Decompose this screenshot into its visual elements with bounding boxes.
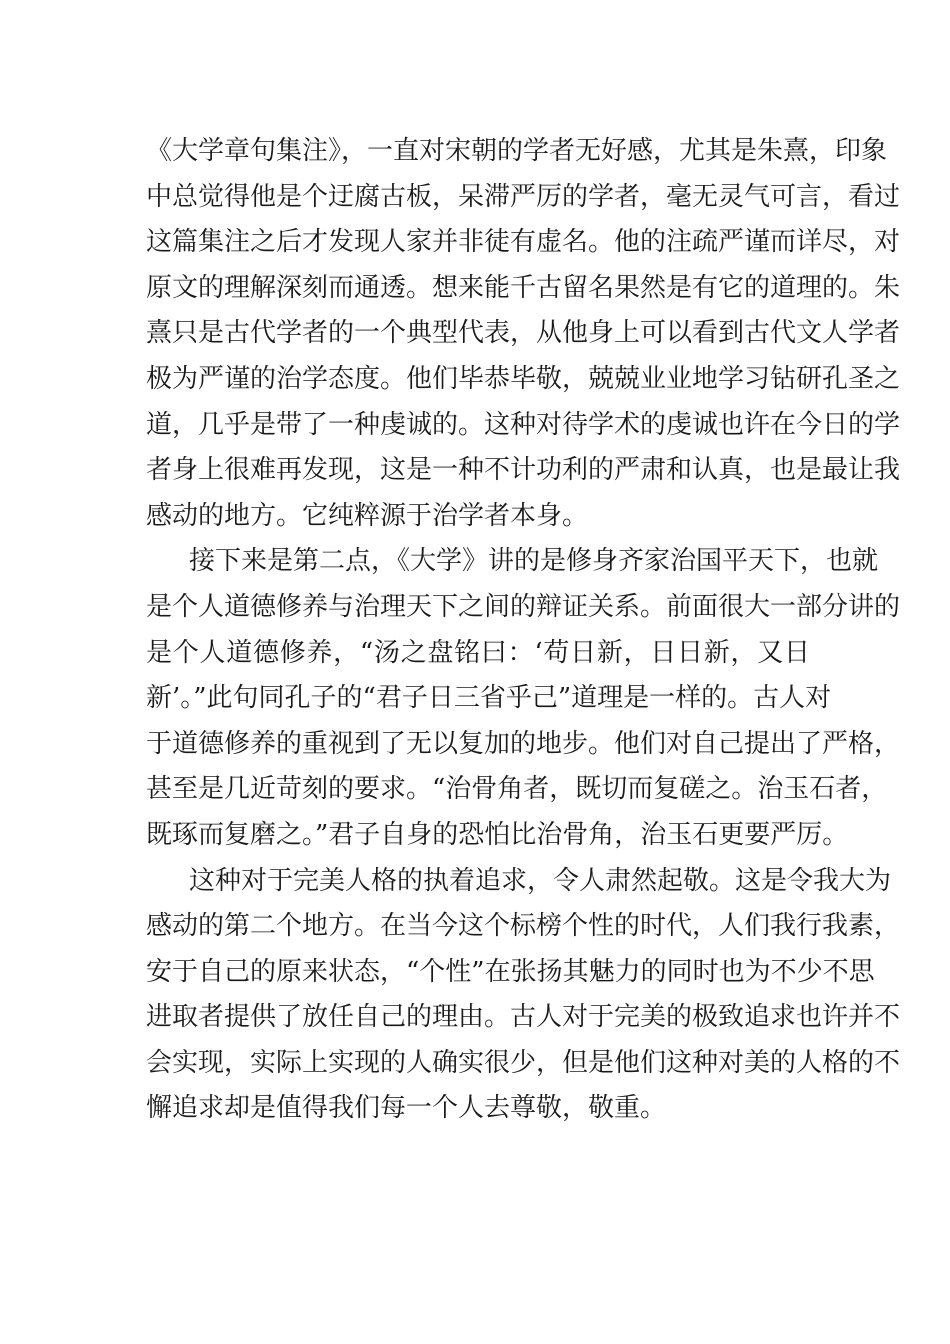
text-line: 原文的理解深刻而通透。想来能千古留名果然是有它的道理的。朱 [146,272,901,303]
body-text [146,129,901,1132]
text-line: 感动的地方。它纯粹源于治学者本身。 [146,500,589,531]
text-line: 是个人道德修养，“汤之盘铭曰：‘苟日新，日日新，又日 [146,637,810,668]
text-line: 《大学章句集注》，一直对宋朝的学者无好感，尤其是朱熹，印象 [146,136,888,166]
text-line: 是个人道德修养与治理天下之间的辩证关系。前面很大一部分讲的 [146,591,901,622]
text-line: 熹只是古代学者的一个典型代表，从他身上可以看到古代文人学者 [146,318,901,349]
text-line: 甚至是几近苛刻的要求。“治骨角者，既切而复磋之。治玉石者， [146,774,888,805]
text-line: 道，几乎是带了一种虔诚的。这种对待学术的虔诚也许在今日的学 [146,409,901,440]
text-line: 既琢而复磨之。”君子自身的恐怕比治骨角，治玉石更要严厉。 [146,819,849,850]
text-line: 这种对于完美人格的执着追求，令人肃然起敬。这是令我大为 [189,865,892,896]
text-line: 于道德修养的重视到了无以复加的地步。他们对自己提出了严格， [146,728,901,759]
text-line: 中总觉得他是个迂腐古板，呆滞严厉的学者，毫无灵气可言，看过 [146,181,901,212]
text-line: 感动的第二个地方。在当今这个标榜个性的时代，人们我行我素， [146,911,901,942]
text-line: 极为严谨的治学态度。他们毕恭毕敬，兢兢业业地学习钻研孔圣之 [146,363,901,394]
text-line: 安于自己的原来状态，“个性”在张扬其魅力的同时也为不少不思 [146,956,875,987]
text-line: 懈追求却是值得我们每一个人去尊敬，敬重。 [146,1093,667,1124]
text-line: 新’。”此句同孔子的“君子日三省乎己”道理是一样的。古人对 [146,683,832,714]
text-line: 这篇集注之后才发现人家并非徒有虚名。他的注疏严谨而详尽，对 [146,227,901,258]
text-line: 接下来是第二点，《大学》讲的是修身齐家治国平天下，也就 [189,546,879,577]
text-line: 进取者提供了放任自己的理由。古人对于完美的极致追求也许并不 [146,1002,901,1033]
text-line: 者身上很难再发现，这是一种不计功利的严肃和认真，也是最让我 [146,455,901,486]
text-line: 会实现，实际上实现的人确实很少，但是他们这种对美的人格的不 [146,1047,901,1078]
